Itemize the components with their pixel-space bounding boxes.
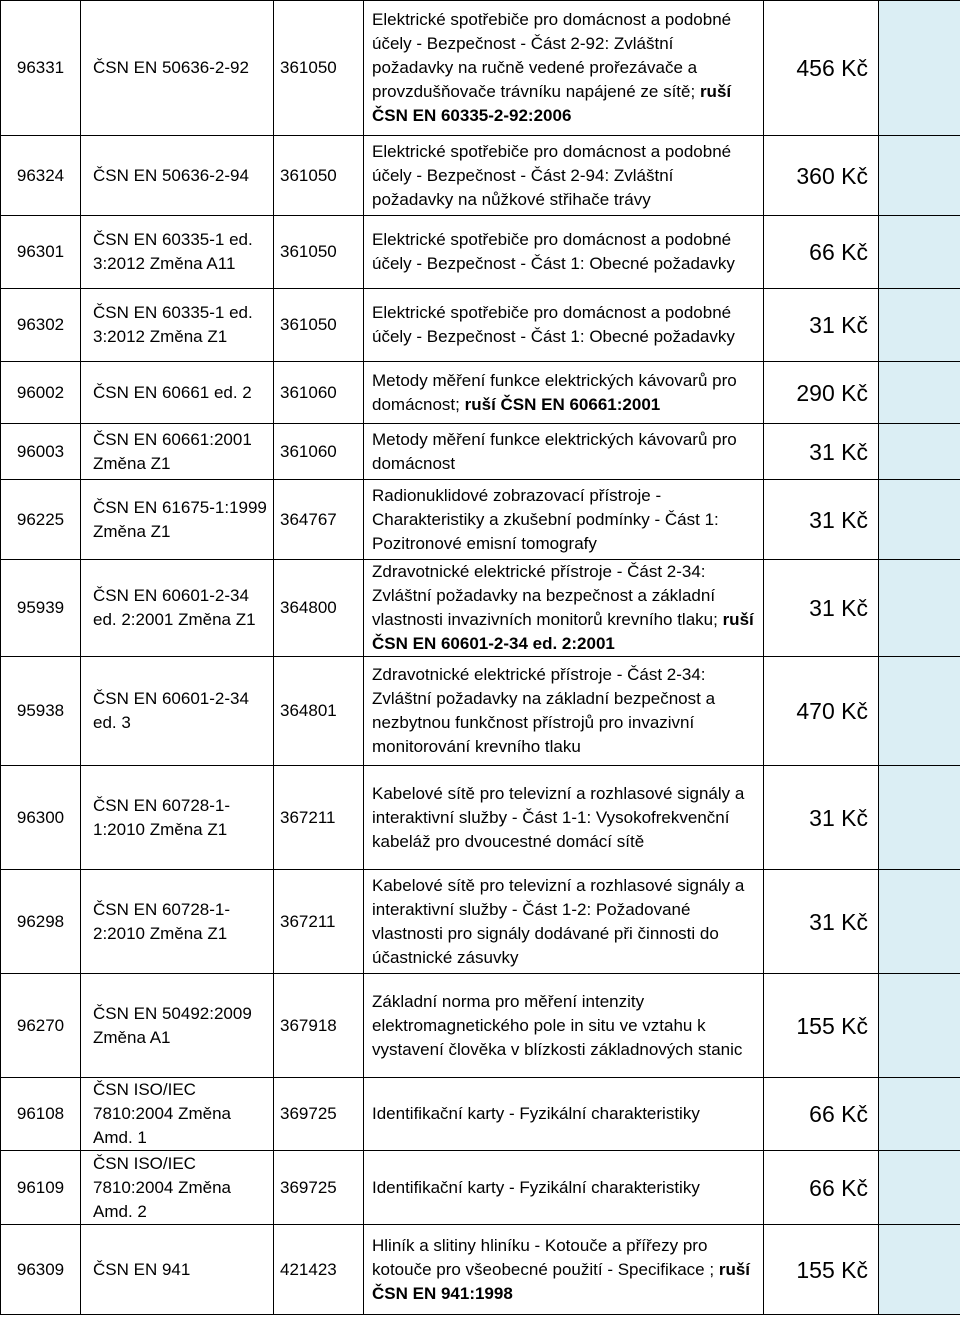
table-row xyxy=(1,136,960,216)
catalog-number: 96331 xyxy=(1,1,81,136)
classification-code: 367918 xyxy=(274,974,364,1078)
standard-title xyxy=(364,1078,764,1151)
order-cell[interactable] xyxy=(879,974,960,1078)
order-cell[interactable] xyxy=(879,480,960,560)
price: 66 Kč xyxy=(764,1078,879,1151)
price: 456 Kč xyxy=(764,1,879,136)
table-row xyxy=(1,362,960,424)
table-row xyxy=(1,560,960,657)
catalog-number: 95938 xyxy=(1,657,81,766)
title-text: Radionuklidové zobrazovací přístroje - Charakteristiky a zkušební podmínky - Část 1: Pozitronové emisní tomografy xyxy=(372,485,719,553)
replaces-note: ruší ČSN EN 941:1998 xyxy=(372,1259,751,1303)
order-cell[interactable] xyxy=(879,1225,960,1315)
table-row xyxy=(1,480,960,560)
order-cell[interactable] xyxy=(879,289,960,362)
order-cell[interactable] xyxy=(879,1078,960,1151)
price: 31 Kč xyxy=(764,289,879,362)
title-text: Identifikační karty - Fyzikální charakteristiky xyxy=(372,1104,700,1123)
catalog-number: 96300 xyxy=(1,766,81,870)
standard-designation: ČSN EN 61675-1:1999 Změna Z1 xyxy=(81,480,274,560)
table-row xyxy=(1,657,960,766)
order-cell[interactable] xyxy=(879,560,960,657)
table-row xyxy=(1,766,960,870)
table-row xyxy=(1,216,960,289)
title-text: Elektrické spotřebiče pro domácnost a podobné účely - Bezpečnost - Část 1: Obecné požadavky xyxy=(372,303,735,346)
order-cell[interactable] xyxy=(879,657,960,766)
standard-title xyxy=(364,1,764,136)
catalog-number: 96002 xyxy=(1,362,81,424)
standard-designation: ČSN EN 50636-2-94 xyxy=(81,136,274,216)
catalog-number: 96298 xyxy=(1,870,81,974)
classification-code: 361060 xyxy=(274,362,364,424)
table-row xyxy=(1,1078,960,1151)
title-text: Metody měření funkce elektrických kávovarů pro domácnost; xyxy=(372,370,737,414)
title-text: Zdravotnické elektrické přístroje - Část 2-34: Zvláštní požadavky na základní bezpečnost a nezbytnou funkčnost přístrojů pro invazivní monitorování krevního tlaku xyxy=(372,665,716,756)
standard-title xyxy=(364,657,764,766)
catalog-number: 96109 xyxy=(1,1151,81,1225)
order-cell[interactable] xyxy=(879,766,960,870)
order-cell[interactable] xyxy=(879,362,960,424)
title-text: Elektrické spotřebiče pro domácnost a podobné účely - Bezpečnost - Část 2-94: Zvláštní požadavky na nůžkové střihače trávy xyxy=(372,141,732,209)
price: 31 Kč xyxy=(764,870,879,974)
standard-title xyxy=(364,362,764,424)
price: 66 Kč xyxy=(764,1151,879,1225)
price: 31 Kč xyxy=(764,424,879,480)
catalog-number: 95939 xyxy=(1,560,81,657)
standard-title xyxy=(364,1151,764,1225)
price: 155 Kč xyxy=(764,1225,879,1315)
replaces-note: ruší ČSN EN 60661:2001 xyxy=(464,394,661,414)
title-text: Kabelové sítě pro televizní a rozhlasové signály a interaktivní služby - Část 1-1: Vysokofrekvenční kabeláž pro dvoucestné domácí sítě xyxy=(372,783,745,851)
classification-code: 361060 xyxy=(274,424,364,480)
table-row xyxy=(1,1,960,136)
catalog-number: 96302 xyxy=(1,289,81,362)
standards-table-body xyxy=(1,1,960,1315)
catalog-number: 96225 xyxy=(1,480,81,560)
standard-title xyxy=(364,424,764,480)
catalog-number: 96108 xyxy=(1,1078,81,1151)
standard-designation: ČSN EN 941 xyxy=(81,1225,274,1315)
classification-code: 364767 xyxy=(274,480,364,560)
standard-title xyxy=(364,766,764,870)
standard-designation: ČSN EN 60728-1-2:2010 Změna Z1 xyxy=(81,870,274,974)
standard-designation: ČSN EN 50636-2-92 xyxy=(81,1,274,136)
order-cell[interactable] xyxy=(879,136,960,216)
price: 470 Kč xyxy=(764,657,879,766)
price: 31 Kč xyxy=(764,560,879,657)
standard-designation: ČSN EN 60661 ed. 2 xyxy=(81,362,274,424)
catalog-number: 96324 xyxy=(1,136,81,216)
catalog-number: 96301 xyxy=(1,216,81,289)
title-text: Hliník a slitiny hliníku - Kotouče a přířezy pro kotouče pro všeobecné použití - Specifikace ; xyxy=(372,1235,715,1279)
order-cell[interactable] xyxy=(879,216,960,289)
price: 290 Kč xyxy=(764,362,879,424)
standard-designation: ČSN ISO/IEC 7810:2004 Změna Amd. 2 xyxy=(81,1151,274,1225)
standard-designation: ČSN EN 60601-2-34 ed. 2:2001 Změna Z1 xyxy=(81,560,274,657)
classification-code: 421423 xyxy=(274,1225,364,1315)
title-text: Základní norma pro měření intenzity elektromagnetického pole in situ ve vztahu k vystavení člověka v blízkosti základnových stanic xyxy=(372,991,743,1059)
price: 360 Kč xyxy=(764,136,879,216)
catalog-number: 96003 xyxy=(1,424,81,480)
title-text: Kabelové sítě pro televizní a rozhlasové signály a interaktivní služby - Část 1-2: Požadované vlastnosti pro signály dodávané při činnosti do účastnické zásuvky xyxy=(372,875,745,967)
title-text: Zdravotnické elektrické přístroje - Část 2-34: Zvláštní požadavky na bezpečnost a základní vlastnosti invazivních monitorů krevního tlaku; xyxy=(372,562,718,629)
classification-code: 361050 xyxy=(274,289,364,362)
standard-title xyxy=(364,974,764,1078)
classification-code: 367211 xyxy=(274,870,364,974)
price: 31 Kč xyxy=(764,480,879,560)
standard-title xyxy=(364,136,764,216)
classification-code: 364801 xyxy=(274,657,364,766)
price: 31 Kč xyxy=(764,766,879,870)
replaces-note: ruší ČSN EN 60335-2-92:2006 xyxy=(372,82,732,125)
classification-code: 369725 xyxy=(274,1078,364,1151)
standard-designation: ČSN EN 60601-2-34 ed. 3 xyxy=(81,657,274,766)
table-row xyxy=(1,1151,960,1225)
classification-code: 367211 xyxy=(274,766,364,870)
catalog-number: 96309 xyxy=(1,1225,81,1315)
table-row xyxy=(1,870,960,974)
catalog-number: 96270 xyxy=(1,974,81,1078)
standard-designation: ČSN EN 60661:2001 Změna Z1 xyxy=(81,424,274,480)
price: 66 Kč xyxy=(764,216,879,289)
standard-designation: ČSN EN 50492:2009 Změna A1 xyxy=(81,974,274,1078)
classification-code: 361050 xyxy=(274,136,364,216)
standard-designation: ČSN EN 60335-1 ed. 3:2012 Změna A11 xyxy=(81,216,274,289)
standard-title xyxy=(364,560,764,657)
title-text: Elektrické spotřebiče pro domácnost a podobné účely - Bezpečnost - Část 1: Obecné požadavky xyxy=(372,230,735,273)
classification-code: 361050 xyxy=(274,216,364,289)
table-row xyxy=(1,974,960,1078)
standard-designation: ČSN EN 60335-1 ed. 3:2012 Změna Z1 xyxy=(81,289,274,362)
order-cell[interactable] xyxy=(879,1,960,136)
standard-title xyxy=(364,289,764,362)
standard-title xyxy=(364,870,764,974)
standard-designation: ČSN ISO/IEC 7810:2004 Změna Amd. 1 xyxy=(81,1078,274,1151)
table-row xyxy=(1,424,960,480)
title-text: Metody měření funkce elektrických kávovarů pro domácnost xyxy=(372,429,737,473)
title-text: Elektrické spotřebiče pro domácnost a podobné účely - Bezpečnost - Část 2-92: Zvláštní požadavky na ručně vedené prořezávače a provzdušňovače trávníku napájené ze sítě; xyxy=(372,10,732,101)
price: 155 Kč xyxy=(764,974,879,1078)
standard-title xyxy=(364,480,764,560)
order-cell[interactable] xyxy=(879,870,960,974)
table-row xyxy=(1,289,960,362)
classification-code: 361050 xyxy=(274,1,364,136)
standard-title xyxy=(364,1225,764,1315)
order-cell[interactable] xyxy=(879,1151,960,1225)
table-row xyxy=(1,1225,960,1315)
order-cell[interactable] xyxy=(879,424,960,480)
standard-designation: ČSN EN 60728-1-1:2010 Změna Z1 xyxy=(81,766,274,870)
classification-code: 369725 xyxy=(274,1151,364,1225)
replaces-note: ruší ČSN EN 60601-2-34 ed. 2:2001 xyxy=(372,610,754,653)
title-text: Identifikační karty - Fyzikální charakteristiky xyxy=(372,1177,700,1197)
standard-title xyxy=(364,216,764,289)
classification-code: 364800 xyxy=(274,560,364,657)
